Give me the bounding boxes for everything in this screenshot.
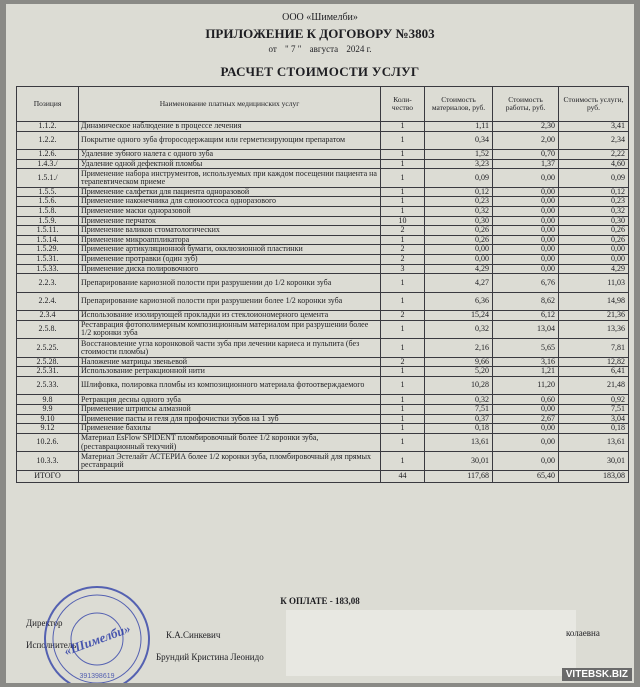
table-row <box>17 197 629 207</box>
row-work: 2,30 <box>493 122 559 132</box>
row-work: 0,00 <box>493 216 559 226</box>
row-position: 2.5.25. <box>17 339 79 358</box>
row-qty: 2 <box>381 311 425 321</box>
row-work: 0,00 <box>493 197 559 207</box>
row-total: 4,60 <box>559 159 629 169</box>
row-total: 2,34 <box>559 131 629 150</box>
date-day: " 7 " <box>285 44 302 54</box>
row-total: 13,61 <box>559 433 629 452</box>
row-total: 3,41 <box>559 122 629 132</box>
row-qty: 1 <box>381 395 425 405</box>
row-materials: 0,32 <box>425 206 493 216</box>
row-total: 0,12 <box>559 187 629 197</box>
table-row <box>17 216 629 226</box>
row-work: 0,00 <box>493 206 559 216</box>
table-body <box>17 122 629 471</box>
row-position: 10.2.6. <box>17 433 79 452</box>
table-row <box>17 226 629 236</box>
row-name: Использование ретракционной нити <box>79 367 381 377</box>
row-materials: 3,23 <box>425 159 493 169</box>
row-position: 2.3.4 <box>17 311 79 321</box>
totals-work: 65,40 <box>493 470 559 482</box>
row-qty: 1 <box>381 235 425 245</box>
table-row <box>17 254 629 264</box>
row-work: 0,00 <box>493 424 559 434</box>
row-work: 11,20 <box>493 376 559 395</box>
row-position: 1.5.1./ <box>17 169 79 188</box>
row-position: 9.9 <box>17 405 79 415</box>
row-qty: 2 <box>381 226 425 236</box>
row-work: 0,00 <box>493 452 559 471</box>
row-position: 1.5.11. <box>17 226 79 236</box>
row-qty: 2 <box>381 357 425 367</box>
row-total: 0,00 <box>559 245 629 255</box>
row-position: 1.5.6. <box>17 197 79 207</box>
row-position: 1.2.6. <box>17 150 79 160</box>
row-qty: 1 <box>381 292 425 311</box>
table-row <box>17 122 629 132</box>
totals-row <box>17 470 629 482</box>
row-materials: 0,26 <box>425 235 493 245</box>
row-work: 6,76 <box>493 274 559 293</box>
table-row <box>17 311 629 321</box>
table-row <box>17 414 629 424</box>
row-qty: 1 <box>381 405 425 415</box>
totals-qty: 44 <box>381 470 425 482</box>
row-materials: 0,00 <box>425 245 493 255</box>
row-name: Ретракция десны одного зуба <box>79 395 381 405</box>
row-work: 3,16 <box>493 357 559 367</box>
row-work: 1,37 <box>493 159 559 169</box>
row-position: 2.2.4. <box>17 292 79 311</box>
table-row <box>17 169 629 188</box>
row-position: 1.5.9. <box>17 216 79 226</box>
table-row <box>17 131 629 150</box>
row-name: Применение салфетки для пациента одноразовой <box>79 187 381 197</box>
row-qty: 1 <box>381 452 425 471</box>
row-materials: 0,32 <box>425 395 493 405</box>
row-materials: 7,51 <box>425 405 493 415</box>
row-name: Применение бахилы <box>79 424 381 434</box>
row-materials: 0,34 <box>425 131 493 150</box>
row-total: 7,51 <box>559 405 629 415</box>
row-name: Материал Эстелайт АСТЕРИА более 1/2 коронки зуба, пломбировочный для прямых реставраций <box>79 452 381 471</box>
executor-label: Исполнитель <box>26 640 77 650</box>
row-total: 0,92 <box>559 395 629 405</box>
row-work: 0,60 <box>493 395 559 405</box>
row-materials: 2,16 <box>425 339 493 358</box>
row-work: 13,04 <box>493 320 559 339</box>
row-total: 7,81 <box>559 339 629 358</box>
row-name: Удаление одной дефектной пломбы <box>79 159 381 169</box>
row-name: Динамическое наблюдение в процессе лечения <box>79 122 381 132</box>
table-row <box>17 274 629 293</box>
row-position: 9.10 <box>17 414 79 424</box>
row-materials: 30,01 <box>425 452 493 471</box>
executor-name: Брундий Кристина Леонидо <box>156 652 264 662</box>
table-row <box>17 187 629 197</box>
row-materials: 0,12 <box>425 187 493 197</box>
row-name: Применение набора инструментов, используемых при каждом посещении пациента на терапевтическом приеме <box>79 169 381 188</box>
table-row <box>17 452 629 471</box>
row-total: 0,09 <box>559 169 629 188</box>
row-qty: 1 <box>381 169 425 188</box>
table-row <box>17 292 629 311</box>
row-work: 0,00 <box>493 235 559 245</box>
row-position: 10.3.3. <box>17 452 79 471</box>
row-materials: 0,00 <box>425 254 493 264</box>
row-work: 0,00 <box>493 245 559 255</box>
director-name: К.А.Синкевич <box>166 630 221 640</box>
row-qty: 1 <box>381 424 425 434</box>
amount-to-pay: К ОПЛАТЕ - 183,08 <box>280 596 360 606</box>
table-row <box>17 235 629 245</box>
table-row <box>17 357 629 367</box>
row-qty: 1 <box>381 433 425 452</box>
table-row <box>17 376 629 395</box>
table-row <box>17 264 629 274</box>
row-position: 1.2.2. <box>17 131 79 150</box>
col-header-position: Позиция <box>17 87 79 122</box>
row-position: 9.8 <box>17 395 79 405</box>
row-total: 2,22 <box>559 150 629 160</box>
row-total: 0,00 <box>559 254 629 264</box>
table-row <box>17 433 629 452</box>
row-name: Наложение матрицы звеньевой <box>79 357 381 367</box>
row-work: 0,00 <box>493 405 559 415</box>
document-title: ПРИЛОЖЕНИЕ К ДОГОВОРУ №3803 <box>205 26 435 41</box>
document-date <box>6 44 634 54</box>
row-total: 0,32 <box>559 206 629 216</box>
row-position: 2.2.3. <box>17 274 79 293</box>
row-work: 0,70 <box>493 150 559 160</box>
row-work: 2,67 <box>493 414 559 424</box>
row-name: Применение диска полировочного <box>79 264 381 274</box>
row-total: 13,36 <box>559 320 629 339</box>
row-materials: 1,52 <box>425 150 493 160</box>
row-name: Применение штрипсы алмазной <box>79 405 381 415</box>
row-name: Применение перчаток <box>79 216 381 226</box>
row-materials: 5,20 <box>425 367 493 377</box>
director-label: Директор <box>26 618 63 628</box>
table-header-row <box>17 87 629 122</box>
row-name: Применение валиков стоматологических <box>79 226 381 236</box>
row-qty: 1 <box>381 197 425 207</box>
row-name: Покрытие одного зуба фторосодержащим или герметизирующим препаратом <box>79 131 381 150</box>
row-work: 8,62 <box>493 292 559 311</box>
row-name: Удаление зубного налета с одного зуба <box>79 150 381 160</box>
row-qty: 1 <box>381 414 425 424</box>
table-row <box>17 405 629 415</box>
table-row <box>17 159 629 169</box>
totals-label: ИТОГО <box>17 470 79 482</box>
row-name: Препарирование кариозной полости при разрушении до 1/2 коронки зуба <box>79 274 381 293</box>
row-qty: 2 <box>381 245 425 255</box>
totals-empty <box>79 470 381 482</box>
row-total: 0,18 <box>559 424 629 434</box>
row-total: 6,41 <box>559 367 629 377</box>
document-sheet <box>6 4 634 683</box>
row-name: Применение артикуляционной бумаги, окклюзионной пластинки <box>79 245 381 255</box>
row-name: Восстановление угла коронковой части зуба при лечении кариеса и пульпита (без стоимости пломбы) <box>79 339 381 358</box>
row-name: Применение пасты и геля для профочистки зубов на 1 зуб <box>79 414 381 424</box>
row-work: 0,00 <box>493 226 559 236</box>
row-total: 4,29 <box>559 264 629 274</box>
row-materials: 13,61 <box>425 433 493 452</box>
row-total: 14,98 <box>559 292 629 311</box>
col-header-qty: Коли-чество <box>381 87 425 122</box>
row-position: 9.12 <box>17 424 79 434</box>
row-qty: 2 <box>381 254 425 264</box>
row-position: 1.5.29. <box>17 245 79 255</box>
row-qty: 1 <box>381 339 425 358</box>
row-total: 30,01 <box>559 452 629 471</box>
totals-materials: 117,68 <box>425 470 493 482</box>
row-work: 0,00 <box>493 169 559 188</box>
row-position: 2.5.31. <box>17 367 79 377</box>
row-total: 11,03 <box>559 274 629 293</box>
row-work: 0,00 <box>493 433 559 452</box>
table-row <box>17 339 629 358</box>
row-qty: 1 <box>381 187 425 197</box>
row-qty: 1 <box>381 367 425 377</box>
row-materials: 1,11 <box>425 122 493 132</box>
row-materials: 0,37 <box>425 414 493 424</box>
row-materials: 4,27 <box>425 274 493 293</box>
company-stamp-icon <box>42 584 152 683</box>
site-watermark: VITEBSK.BIZ <box>562 668 632 681</box>
row-name: Препарирование кариозной полости при разрушении более 1/2 коронки зуба <box>79 292 381 311</box>
row-work: 0,00 <box>493 187 559 197</box>
row-position: 1.5.5. <box>17 187 79 197</box>
row-position: 1.1.2. <box>17 122 79 132</box>
row-position: 1.4.3./ <box>17 159 79 169</box>
row-position: 1.5.31. <box>17 254 79 264</box>
row-total: 21,36 <box>559 311 629 321</box>
totals-total: 183,08 <box>559 470 629 482</box>
row-total: 0,26 <box>559 235 629 245</box>
row-name: Применение микроаппликатора <box>79 235 381 245</box>
row-name: Применение протравки (один зуб) <box>79 254 381 264</box>
row-qty: 10 <box>381 216 425 226</box>
row-total: 0,23 <box>559 197 629 207</box>
row-qty: 1 <box>381 206 425 216</box>
row-work: 1,21 <box>493 367 559 377</box>
col-header-work: Стоимость работы, руб. <box>493 87 559 122</box>
stamp-text: «Шимелби» <box>61 620 133 659</box>
row-position: 1.5.33. <box>17 264 79 274</box>
organization-name: ООО «Шимелби» <box>282 12 358 23</box>
row-materials: 4,29 <box>425 264 493 274</box>
col-header-total: Стоимость услуги, руб. <box>559 87 629 122</box>
customer-name: колаевна <box>566 628 600 638</box>
row-name: Применение наконечника для слюноотсоса одноразового <box>79 197 381 207</box>
col-header-materials: Стоимость материалов, руб. <box>425 87 493 122</box>
row-qty: 1 <box>381 274 425 293</box>
row-position: 1.5.14. <box>17 235 79 245</box>
row-work: 0,00 <box>493 254 559 264</box>
row-total: 3,04 <box>559 414 629 424</box>
row-materials: 0,23 <box>425 197 493 207</box>
table-row <box>17 424 629 434</box>
row-name: Реставрация фотополимерным композиционным материалом при разрушении более 1/2 коронки зуба <box>79 320 381 339</box>
stamp-number: 391398619 <box>79 673 115 680</box>
table-row <box>17 395 629 405</box>
row-qty: 1 <box>381 320 425 339</box>
row-materials: 6,36 <box>425 292 493 311</box>
table-row <box>17 245 629 255</box>
date-month: августа <box>309 44 339 54</box>
row-total: 12,82 <box>559 357 629 367</box>
row-position: 2.5.33. <box>17 376 79 395</box>
table-row <box>17 150 629 160</box>
row-qty: 1 <box>381 159 425 169</box>
row-materials: 10,28 <box>425 376 493 395</box>
row-qty: 1 <box>381 376 425 395</box>
row-qty: 1 <box>381 122 425 132</box>
row-qty: 1 <box>381 150 425 160</box>
row-total: 0,30 <box>559 216 629 226</box>
row-materials: 0,30 <box>425 216 493 226</box>
document-subtitle: РАСЧЕТ СТОИМОСТИ УСЛУГ <box>220 64 420 79</box>
row-materials: 0,09 <box>425 169 493 188</box>
row-name: Материал EsFlow SPIDENT пломбировочный более 1/2 коронки зуба, (реставрационный текучий) <box>79 433 381 452</box>
row-position: 2.5.8. <box>17 320 79 339</box>
row-name: Применение маски одноразовой <box>79 206 381 216</box>
row-qty: 3 <box>381 264 425 274</box>
row-name: Использование изолирующей прокладки из стеклоиономерного цемента <box>79 311 381 321</box>
date-year: 2024 г. <box>346 44 372 54</box>
row-work: 6,12 <box>493 311 559 321</box>
services-table <box>16 86 629 483</box>
row-position: 1.5.8. <box>17 206 79 216</box>
row-name: Шлифовка, полировка пломбы из композиционного материала фотоотверждаемого <box>79 376 381 395</box>
row-materials: 9,66 <box>425 357 493 367</box>
row-work: 2,00 <box>493 131 559 150</box>
row-qty: 1 <box>381 131 425 150</box>
row-materials: 0,32 <box>425 320 493 339</box>
row-materials: 0,26 <box>425 226 493 236</box>
row-total: 21,48 <box>559 376 629 395</box>
row-position: 2.5.28. <box>17 357 79 367</box>
col-header-name: Наименование платных медицинских услуг <box>79 87 381 122</box>
table-row <box>17 320 629 339</box>
row-materials: 0,18 <box>425 424 493 434</box>
row-work: 0,00 <box>493 264 559 274</box>
table-row <box>17 206 629 216</box>
table-row <box>17 367 629 377</box>
row-work: 5,65 <box>493 339 559 358</box>
date-prefix: от <box>268 44 277 54</box>
redacted-area <box>286 610 576 676</box>
row-total: 0,26 <box>559 226 629 236</box>
row-materials: 15,24 <box>425 311 493 321</box>
